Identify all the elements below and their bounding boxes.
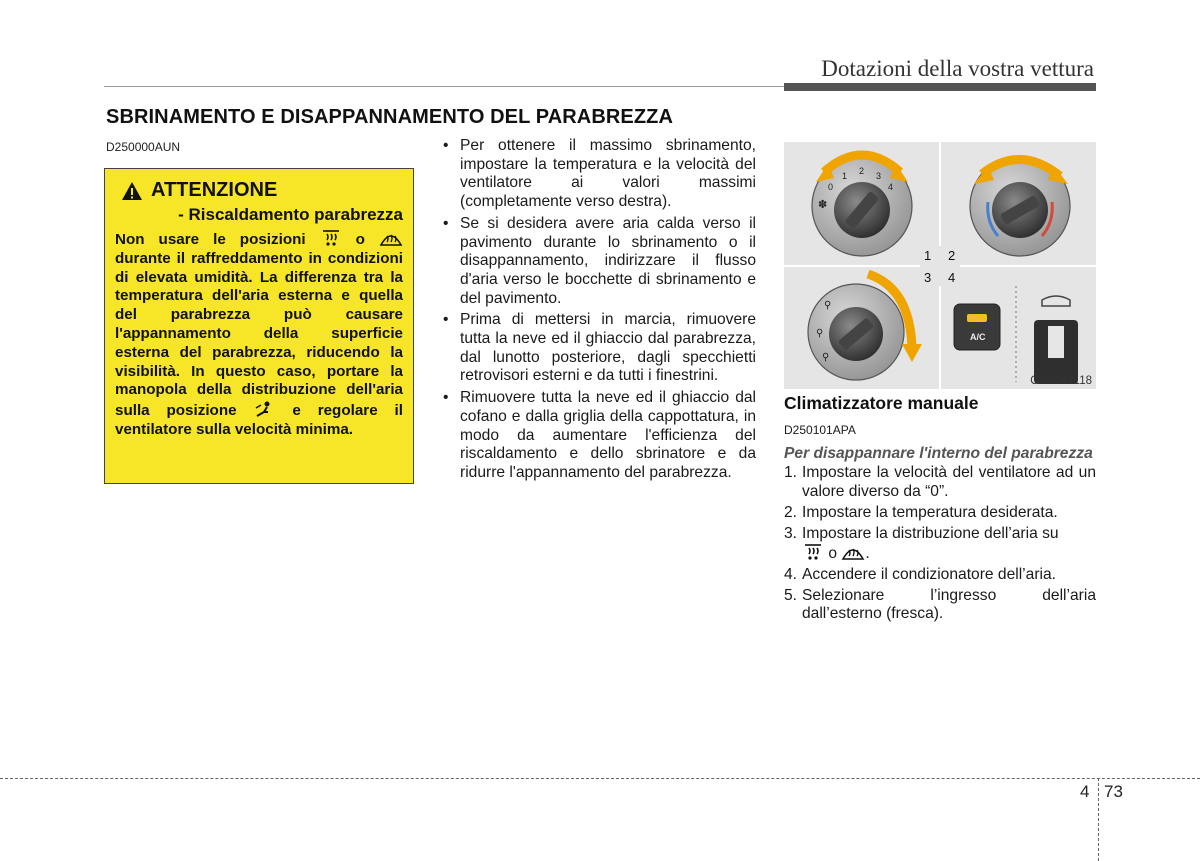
fan-tick-label: 1	[842, 171, 848, 181]
manual-subheading: Per disappannare l'interno del parabrezza	[784, 445, 1093, 463]
ac-button-label: A/C	[970, 332, 986, 342]
list-item: • Se si desidera avere aria calda verso il pavimento durante lo sbrinamento o il disappannamento, indirizzare il flusso d'aria verso le bocchette di sbrinamento e del pavimento.	[442, 215, 756, 309]
svg-text:⚲: ⚲	[816, 328, 824, 339]
panel-label: 2	[948, 248, 956, 263]
floor-vent-icon	[253, 400, 275, 418]
list-item: • Rimuovere tutta la neve ed il ghiaccio dal cofano e dalla griglia della cappottatura, in modo da aumentare l'efficienza del riscaldamento e dello sbrinatore e da ridurre l'appannamento del parabrezza.	[442, 389, 756, 483]
page-number: 73	[1104, 782, 1123, 801]
bullet-list	[442, 137, 756, 483]
windshield-floor-icon	[320, 229, 342, 247]
steps-list	[784, 464, 1096, 624]
list-item: • Prima di mettersi in marcia, rimuovere tutta la neve ed il ghiaccio dal parabrezza, dal lunotto posteriore, dagli specchietti retrovisori esterni e da tutti i finestrini.	[442, 311, 756, 386]
climate-control-figure	[784, 142, 1096, 389]
manual-code: D250101APA	[784, 422, 856, 437]
temperature-knob	[970, 156, 1070, 256]
bullet-column	[442, 137, 756, 486]
list-item: 2. Impostare la temperatura desiderata.	[784, 503, 1058, 521]
list-item: • Per ottenere il massimo sbrinamento, impostare la temperatura e la velocità del ventilatore ai valori massimi (completamente verso destra).	[442, 137, 756, 212]
fan-tick-label: 4	[888, 182, 894, 192]
header-bar	[784, 83, 1096, 91]
panel-label: 1	[924, 248, 932, 263]
list-item: 5. Selezionare l’ingresso dell’aria dall’esterno (fresca).	[784, 586, 1096, 623]
page-header-title: Dotazioni della vostra vettura	[821, 56, 1094, 81]
warning-triangle-icon	[121, 181, 143, 201]
warning-box	[104, 168, 414, 484]
climate-control-illustration	[784, 142, 1096, 389]
manual-heading: Climatizzatore manuale	[784, 393, 979, 413]
fan-icon: ✽	[818, 198, 828, 211]
panel-label: 4	[948, 270, 956, 285]
ac-panel	[954, 286, 1078, 384]
defrost-icon	[379, 229, 403, 247]
list-item: 1. Impostare la velocità del ventilatore ad un valore diverso da “0”.	[784, 464, 1096, 501]
chapter-number: 4	[1080, 782, 1090, 801]
warning-subtitle: - Riscaldamento parabrezza	[178, 205, 403, 224]
list-item: 3. Impostare la distribuzione dell’aria su o .	[784, 524, 1059, 563]
warning-text: Non usare le posizioni o durante il raffreddamento in condizioni di elevata umidità. La differenza tra la temperatura dell'aria esterna e quella del parabrezza può causare l'appannamento della superficie esterna del parabrezza, riducendo la visibilità. In questo caso, portare la manopola della distribuzione dell'aria sulla posizione e regolare il ventilatore sulla velocità minima.	[115, 231, 403, 438]
fan-speed-knob	[812, 155, 912, 256]
manual-climate-section	[784, 392, 1096, 626]
section-code: D250000AUN	[106, 140, 181, 154]
fan-tick-label: 0	[828, 182, 834, 192]
footer-divider	[0, 778, 1200, 779]
header-rule	[104, 86, 784, 87]
footer-vertical-divider	[1098, 778, 1099, 861]
windshield-floor-icon	[802, 543, 824, 561]
section-title: SBRINAMENTO E DISAPPANNAMENTO DEL PARABREZZA	[106, 106, 674, 128]
warning-title: ATTENZIONE	[151, 179, 278, 201]
defrost-icon	[841, 543, 865, 561]
distribution-knob	[808, 274, 922, 380]
figure-code: OSA047118	[1030, 375, 1092, 387]
warning-header	[115, 179, 403, 202]
fan-tick-label: 3	[876, 171, 882, 181]
panel-label: 3	[924, 270, 932, 285]
list-item: 4. Accendere il condizionatore dell’aria.	[784, 565, 1056, 583]
fan-tick-label: 2	[859, 166, 865, 176]
svg-text:⚲: ⚲	[822, 352, 830, 363]
svg-text:⚲: ⚲	[824, 300, 832, 311]
